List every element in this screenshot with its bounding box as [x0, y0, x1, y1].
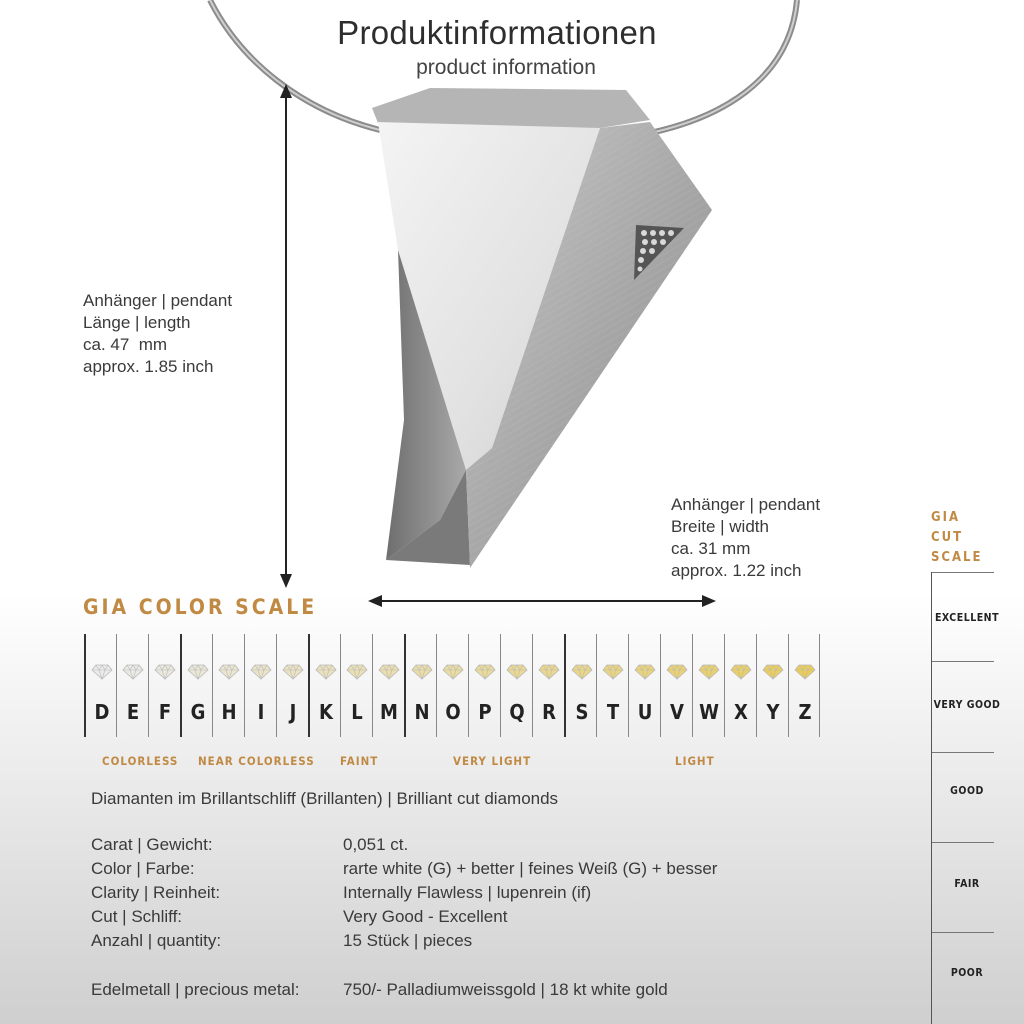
- color-grade-letter: D: [94, 700, 110, 724]
- diamond-icon: [729, 664, 753, 680]
- diamond-icon: [90, 664, 114, 680]
- diamond-icon: [345, 664, 369, 680]
- color-grade-letter: F: [158, 700, 172, 724]
- spec-label-metal: Edelmetall | precious metal:: [91, 980, 300, 999]
- spec-label-clarity: Clarity | Reinheit:: [91, 883, 221, 902]
- color-grade-cell: [468, 634, 500, 737]
- color-grade-letter: O: [445, 700, 461, 724]
- cut-divider: [932, 842, 994, 843]
- color-grade-letter: T: [606, 700, 620, 724]
- color-grade-cell: [308, 634, 340, 737]
- color-grade-letter: N: [414, 700, 430, 724]
- category-near-colorless: NEAR COLORLESS: [198, 754, 315, 768]
- diamond-icon: [570, 664, 594, 680]
- diamond-icon: [665, 664, 689, 680]
- width-info: [671, 494, 820, 582]
- color-grade-cell: [276, 634, 308, 737]
- color-grade-cell: [788, 634, 820, 737]
- diamond-icon: [217, 664, 241, 680]
- cut-divider: [932, 661, 994, 662]
- color-grade-cell: [628, 634, 660, 737]
- color-grade-cell: [372, 634, 404, 737]
- spec-label-quantity: Anzahl | quantity:: [91, 931, 222, 950]
- spec-value-color: rarte white (G) + better | feines Weiß (G) + besser: [343, 859, 718, 878]
- color-grade-cell: [500, 634, 532, 737]
- color-grade-cell: [724, 634, 756, 737]
- color-grade-letter: Y: [766, 700, 780, 724]
- color-grade-letter: R: [542, 700, 556, 724]
- diamond-icon: [441, 664, 465, 680]
- color-grade-letter: I: [257, 700, 265, 724]
- cut-scale: [931, 572, 1001, 1024]
- category-light: LIGHT: [675, 754, 715, 768]
- color-grade-letter: Q: [509, 700, 525, 724]
- color-grade-cell: [596, 634, 628, 737]
- color-grade-letter: J: [289, 700, 297, 724]
- color-grade-letter: M: [380, 700, 398, 724]
- diamond-icon: [153, 664, 177, 680]
- length-line-1: Anhänger | pendant: [83, 291, 233, 310]
- color-grade-letter: K: [319, 700, 333, 724]
- spec-value-cut: Very Good - Excellent: [343, 907, 508, 926]
- spec-value-clarity: Internally Flawless | lupenrein (if): [343, 883, 592, 902]
- cut-divider: [932, 932, 994, 933]
- diamond-icon: [249, 664, 273, 680]
- color-grade-letter: H: [221, 700, 237, 724]
- color-grade-cell: [180, 634, 212, 737]
- length-line-3: ca. 47 mm: [83, 335, 168, 354]
- color-grade-cell: [756, 634, 788, 737]
- color-grade-cell: [404, 634, 436, 737]
- color-scale-title: GIA COLOR SCALE: [83, 595, 318, 619]
- color-grade-letter: Z: [798, 700, 812, 724]
- spec-value-quantity: 15 Stück | pieces: [343, 931, 473, 950]
- spec-label-color: Color | Farbe:: [91, 859, 195, 878]
- color-scale: [84, 634, 820, 737]
- category-colorless: COLORLESS: [102, 754, 179, 768]
- color-grade-cell: [692, 634, 724, 737]
- color-grade-letter: X: [734, 700, 748, 724]
- cut-title-line-2: CUT: [931, 530, 964, 545]
- color-grade-cell: [84, 634, 116, 737]
- diamond-icon: [505, 664, 529, 680]
- width-line-3: ca. 31 mm: [671, 539, 751, 558]
- diamond-icon: [793, 664, 817, 680]
- cut-grade-good: GOOD: [950, 785, 984, 797]
- color-grade-cell: [564, 634, 596, 737]
- color-grade-cell: [436, 634, 468, 737]
- color-grade-cell: [212, 634, 244, 737]
- spec-label-cut: Cut | Schliff:: [91, 907, 183, 926]
- color-grade-letter: U: [637, 700, 653, 724]
- diamond-icon: [537, 664, 561, 680]
- diamond-icon: [601, 664, 625, 680]
- color-grade-letter: L: [351, 700, 363, 724]
- cut-scale-title: [931, 508, 983, 568]
- color-grade-cell: [660, 634, 692, 737]
- width-line-2: Breite | width: [671, 517, 769, 536]
- color-grade-cell: [244, 634, 276, 737]
- category-faint: FAINT: [340, 754, 379, 768]
- color-grade-cell: [148, 634, 180, 737]
- cut-grade-very-good: VERY GOOD: [933, 699, 1001, 711]
- width-line-4: approx. 1.22 inch: [671, 561, 802, 580]
- spec-value-metal: 750/- Palladiumweissgold | 18 kt white gold: [343, 980, 668, 999]
- diamond-icon: [121, 664, 145, 680]
- diamond-icon: [281, 664, 305, 680]
- cut-divider: [932, 752, 994, 753]
- color-grade-letter: E: [126, 700, 140, 724]
- cut-grade-poor: POOR: [950, 967, 984, 979]
- cut-title-line-3: SCALE: [931, 550, 983, 565]
- diamond-icon: [186, 664, 210, 680]
- diamond-icon: [697, 664, 721, 680]
- diamond-icon: [377, 664, 401, 680]
- length-info: [83, 290, 232, 378]
- diamond-icon: [473, 664, 497, 680]
- diamond-icon: [410, 664, 434, 680]
- cut-grade-fair: FAIR: [954, 878, 980, 890]
- category-very-light: VERY LIGHT: [453, 754, 532, 768]
- diamond-icon: [633, 664, 657, 680]
- length-line-4: approx. 1.85 inch: [83, 357, 214, 376]
- diamond-icon: [314, 664, 338, 680]
- color-grade-letter: W: [699, 700, 719, 724]
- width-line-1: Anhänger | pendant: [671, 495, 821, 514]
- diamond-icon: [761, 664, 785, 680]
- color-grade-cell: [340, 634, 372, 737]
- color-grade-letter: P: [478, 700, 492, 724]
- color-grade-letter: V: [670, 700, 684, 724]
- diamond-description: Diamanten im Brillantschliff (Brillanten) | Brilliant cut diamonds: [91, 789, 559, 808]
- color-grade-letter: G: [190, 700, 206, 724]
- color-grade-cell: [532, 634, 564, 737]
- page-title: Produktinformationen: [337, 14, 657, 51]
- cut-grade-excellent: EXCELLENT: [934, 612, 1000, 624]
- color-grade-cell: [116, 634, 148, 737]
- cut-divider: [932, 572, 994, 573]
- page-subtitle: product information: [416, 56, 596, 79]
- cut-title-line-1: GIA: [931, 510, 960, 525]
- spec-value-carat: 0,051 ct.: [343, 835, 409, 854]
- length-line-2: Länge | length: [83, 313, 191, 332]
- spec-label-carat: Carat | Gewicht:: [91, 835, 213, 854]
- color-grade-letter: S: [575, 700, 589, 724]
